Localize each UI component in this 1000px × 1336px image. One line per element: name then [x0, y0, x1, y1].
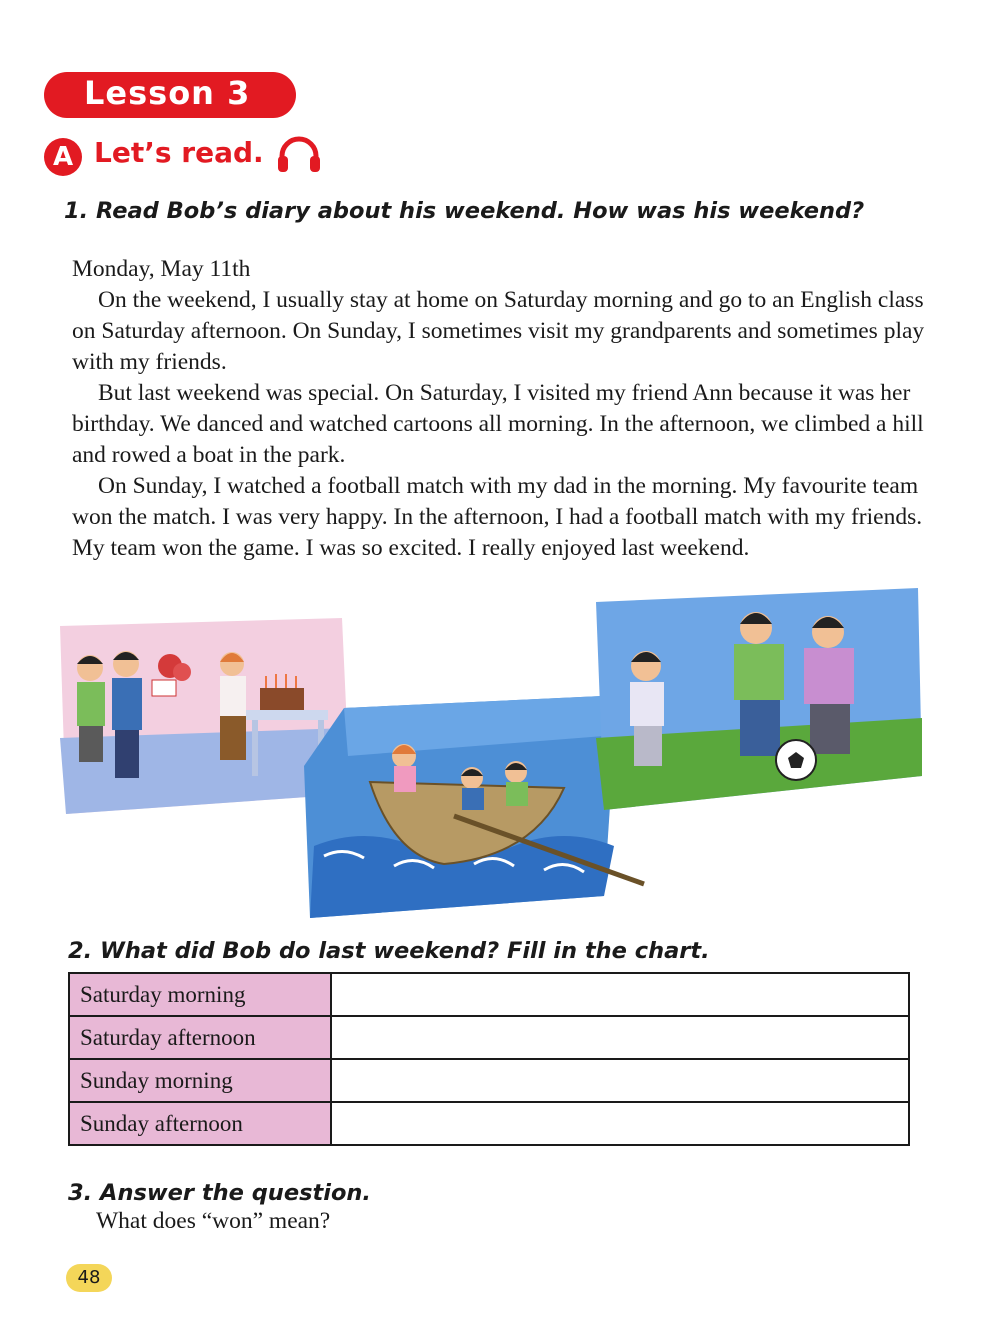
chart-row-label: Sunday morning	[69, 1059, 331, 1102]
task1-heading: 1. Read Bob’s diary about his weekend. How was his weekend?	[64, 198, 865, 224]
table-row	[69, 1016, 909, 1059]
table-row	[69, 1059, 909, 1102]
chart-row-label: Sunday afternoon	[69, 1102, 331, 1145]
page-number: 48	[66, 1264, 112, 1292]
section-a-title: Let’s read.	[94, 136, 264, 169]
diary-paragraph: On Sunday, I watched a football match with my dad in the morning. My favourite team won the match. I was very happy. In the afternoon, I had a football match with my friends. My team won the game. I was so excited. I really enjoyed last weekend.	[72, 473, 923, 561]
football-illustration	[596, 588, 922, 810]
chart-answer-cell[interactable]	[331, 1016, 909, 1059]
headphones-icon[interactable]	[276, 136, 322, 174]
chart-row-label: Saturday morning	[69, 973, 331, 1016]
diary-text	[72, 254, 932, 564]
diary-paragraph: But last weekend was special. On Saturday, I visited my friend Ann because it was her birthday. We danced and watched cartoons all morning. In the afternoon, we climbed a hill and rowed a boat in the park.	[72, 380, 924, 468]
chart-answer-cell[interactable]	[331, 973, 909, 1016]
chart-answer-cell[interactable]	[331, 1102, 909, 1145]
table-row	[69, 1102, 909, 1145]
diary-date: Monday, May 11th	[72, 256, 251, 282]
task2-heading: 2. What did Bob do last weekend? Fill in the chart.	[68, 938, 710, 964]
activity-chart	[68, 972, 910, 1146]
section-a-badge: A	[44, 138, 82, 176]
chart-row-label: Saturday afternoon	[69, 1016, 331, 1059]
table-row	[69, 973, 909, 1016]
diary-paragraph: On the weekend, I usually stay at home on Saturday morning and go to an English class on Saturday afternoon. On Sunday, I sometimes visit my grandparents and sometimes play with my friends.	[72, 287, 925, 375]
chart-answer-cell[interactable]	[331, 1059, 909, 1102]
task3-question: What does “won” mean?	[96, 1208, 331, 1234]
task3-heading: 3. Answer the question.	[68, 1180, 371, 1206]
lesson-title: Lesson 3	[84, 74, 251, 112]
